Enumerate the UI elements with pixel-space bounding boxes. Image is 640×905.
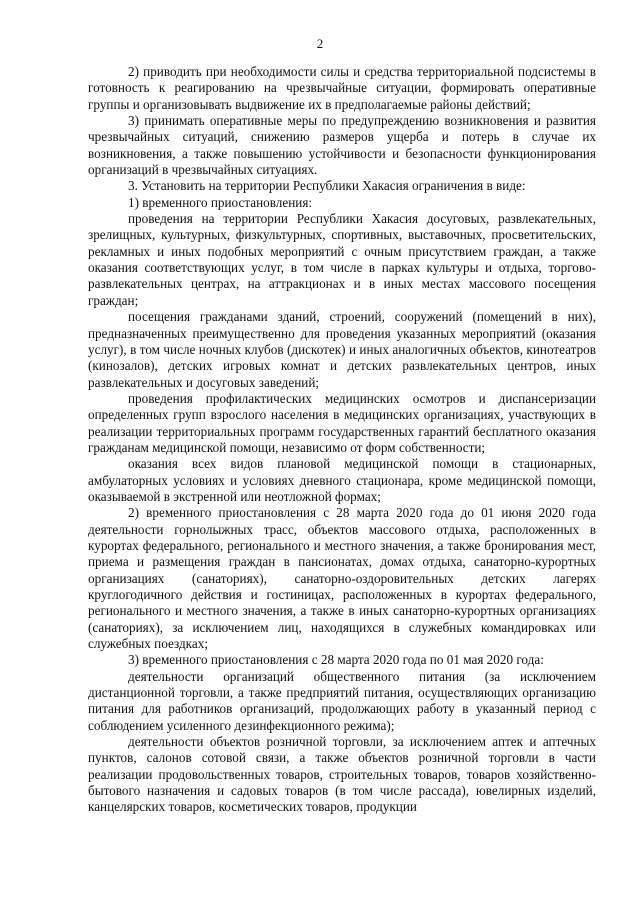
paragraph: деятельности объектов розничной торговли, за исключением аптек и аптечных пунктов, салонов сотовой связи, а также объектов розничной торговли в части реализации продовольственных товаров, строительных товаров, товаров хозяйственно-бытового назначения и садовых товаров (в том числе рассада), ювелирных изделий, канцелярских товаров, косметических товаров, продукции xyxy=(88,734,596,815)
page-number: 2 xyxy=(316,36,324,51)
paragraph: посещения гражданами зданий, строений, сооружений (помещений в них), предназначенных преимущественно для проведения указанных мероприятий (оказания услуг), в том числе ночных клубов (дискотек) и иных аналогичных объектов, кинотеатров (кинозалов), детских игровых комнат и детских развлекательных центров, иных развлекательных и досуговых заведений; xyxy=(88,309,596,390)
paragraph: 2) временного приостановления с 28 марта 2020 года до 01 июня 2020 года деятельности горнолыжных трасс, объектов массового отдыха, расположенных в курортах федерального, регионального и местного значения, а также бронирования мест, приема и размещения граждан в пансионатах, домах отдыха, санаторно-курортных организациях (санаториях), санаторно-оздоровительных детских лагерях круглогодичного действия и гостиницах, расположенных в курортах федерального, регионального и местного значения, а также в иных санаторно-курортных организациях (санаториях), за исключением лиц, находящихся в служебных командировках или служебных поездках; xyxy=(88,505,596,652)
paragraph: проведения на территории Республики Хакасия досуговых, развлекательных, зрелищных, культурных, физкультурных, спортивных, выставочных, просветительских, рекламных и иных подобных мероприятий с очным присутствием граждан, а также оказания соответствующих услуг, в том числе в парках культуры и отдыха, торгово-развлекательных центрах, на аттракционах и в иных местах массового посещения граждан; xyxy=(88,211,596,308)
paragraph: 3) принимать оперативные меры по предупреждению возникновения и развития чрезвычайных ситуаций, снижению размеров ущерба и потерь в случае их возникновения, а также повышению устойчивости и безопасности функционирования организаций в чрезвычайных ситуациях. xyxy=(88,113,596,178)
paragraph: оказания всех видов плановой медицинской помощи в стационарных, амбулаторных условиях и условиях дневного стационара, кроме медицинской помощи, оказываемой в экстренной или неотложной формах; xyxy=(88,456,596,504)
paragraph: 1) временного приостановления: xyxy=(128,194,313,210)
paragraph: 3. Установить на территории Республики Хакасия ограничения в виде: xyxy=(128,178,526,194)
paragraph: 2) приводить при необходимости силы и средства территориальной подсистемы в готовность к реагированию на чрезвычайные ситуации, формировать оперативные группы и организовывать выдвижение их в предполагаемые районы действий; xyxy=(88,64,596,112)
paragraph: деятельности организаций общественного питания (за исключением дистанционной торговли, а также предприятий питания, осуществляющих организацию питания для работников организаций, продолжающих работу в указанный период с соблюдением усиленного дезинфекционного режима); xyxy=(88,668,596,733)
paragraph: проведения профилактических медицинских осмотров и диспансеризации определенных групп взрослого населения в медицинских организациях, участвующих в реализации территориальных программ государственных гарантий бесплатного оказания гражданам медицинской помощи, независимо от форм собственности; xyxy=(88,390,596,455)
document-body xyxy=(88,64,596,816)
paragraph: 3) временного приостановления с 28 марта 2020 года по 01 мая 2020 года: xyxy=(128,652,544,668)
